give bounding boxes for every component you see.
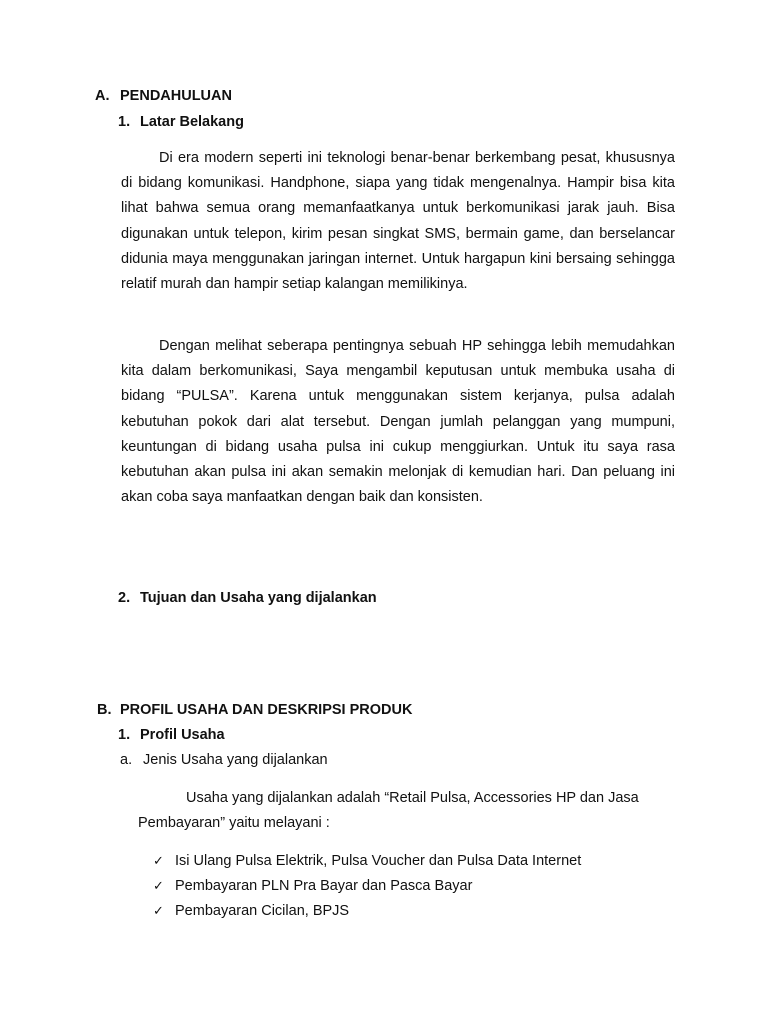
subsection-a1-title: Latar Belakang (140, 114, 244, 130)
section-b-heading (97, 701, 412, 719)
subsection-a2-heading (118, 589, 377, 607)
paragraph-latar-belakang-2: Dengan melihat seberapa pentingnya sebuah HP sehingga lebih memudahkan kita dalam berkomunikasi, Saya mengambil keputusan untuk membuka usaha di bidang “PULSA”. Karena untuk menggunakan sistem kerjanya, pulsa adalah kebutuhan pokok dari alat tersebut. Dengan jumlah pelanggan yang mumpuni, keuntungan di bidang usaha pulsa ini cukup menggiurkan. Untuk itu saya rasa kebutuhan akan pulsa ini akan semakin melonjak di kemudian hari. Dan peluang ini akan coba saya manfaatkan dengan baik dan konsisten. (121, 338, 675, 506)
subsection-b1-title: Profil Usaha (140, 727, 225, 743)
section-a-heading (95, 87, 232, 105)
section-a-title: PENDAHULUAN (120, 88, 232, 104)
item-b1a-heading (120, 751, 328, 769)
item-b1a-marker: a. (120, 752, 133, 768)
list-item (153, 849, 581, 874)
section-b-title: PROFIL USAHA DAN DESKRIPSI PRODUK (120, 702, 413, 718)
paragraph-jenis-usaha: Usaha yang dijalankan adalah “Retail Pulsa, Accessories HP dan Jasa Pembayaran” yaitu melayani : (138, 790, 639, 831)
subsection-b1-marker: 1. (118, 727, 131, 743)
list-item (153, 899, 581, 924)
services-checklist (153, 849, 581, 924)
checkmark-icon: ✓ (153, 879, 164, 894)
checkmark-icon: ✓ (153, 854, 164, 869)
subsection-a2-title: Tujuan dan Usaha yang dijalankan (140, 590, 377, 606)
list-item-text: Pembayaran Cicilan, BPJS (175, 903, 350, 919)
list-item (153, 874, 581, 899)
list-item-text: Pembayaran PLN Pra Bayar dan Pasca Bayar (175, 878, 473, 894)
list-item-text: Isi Ulang Pulsa Elektrik, Pulsa Voucher dan Pulsa Data Internet (175, 853, 582, 869)
subsection-a1-marker: 1. (118, 114, 131, 130)
paragraph-latar-belakang-1: Di era modern seperti ini teknologi benar-benar berkembang pesat, khususnya di bidang komunikasi. Handphone, siapa yang tidak mengenalnya. Hampir bisa kita lihat bahwa semua orang memanfaatkanya untuk berkomunikasi jarak jauh. Bisa digunakan untuk telepon, kirim pesan singkat SMS, bermain game, dan berselancar didunia maya menggunakan jaringan internet. Untuk hargapun kini bersaing sehingga relatif murah dan hampir setiap kalangan memilikinya. (121, 150, 675, 293)
section-b-marker: B. (97, 702, 112, 718)
checkmark-icon: ✓ (153, 904, 164, 919)
item-b1a-title: Jenis Usaha yang dijalankan (143, 752, 328, 768)
subsection-b1-heading (118, 726, 225, 744)
subsection-a1-heading (118, 113, 244, 131)
subsection-a2-marker: 2. (118, 590, 131, 606)
section-a-marker: A. (95, 88, 110, 104)
